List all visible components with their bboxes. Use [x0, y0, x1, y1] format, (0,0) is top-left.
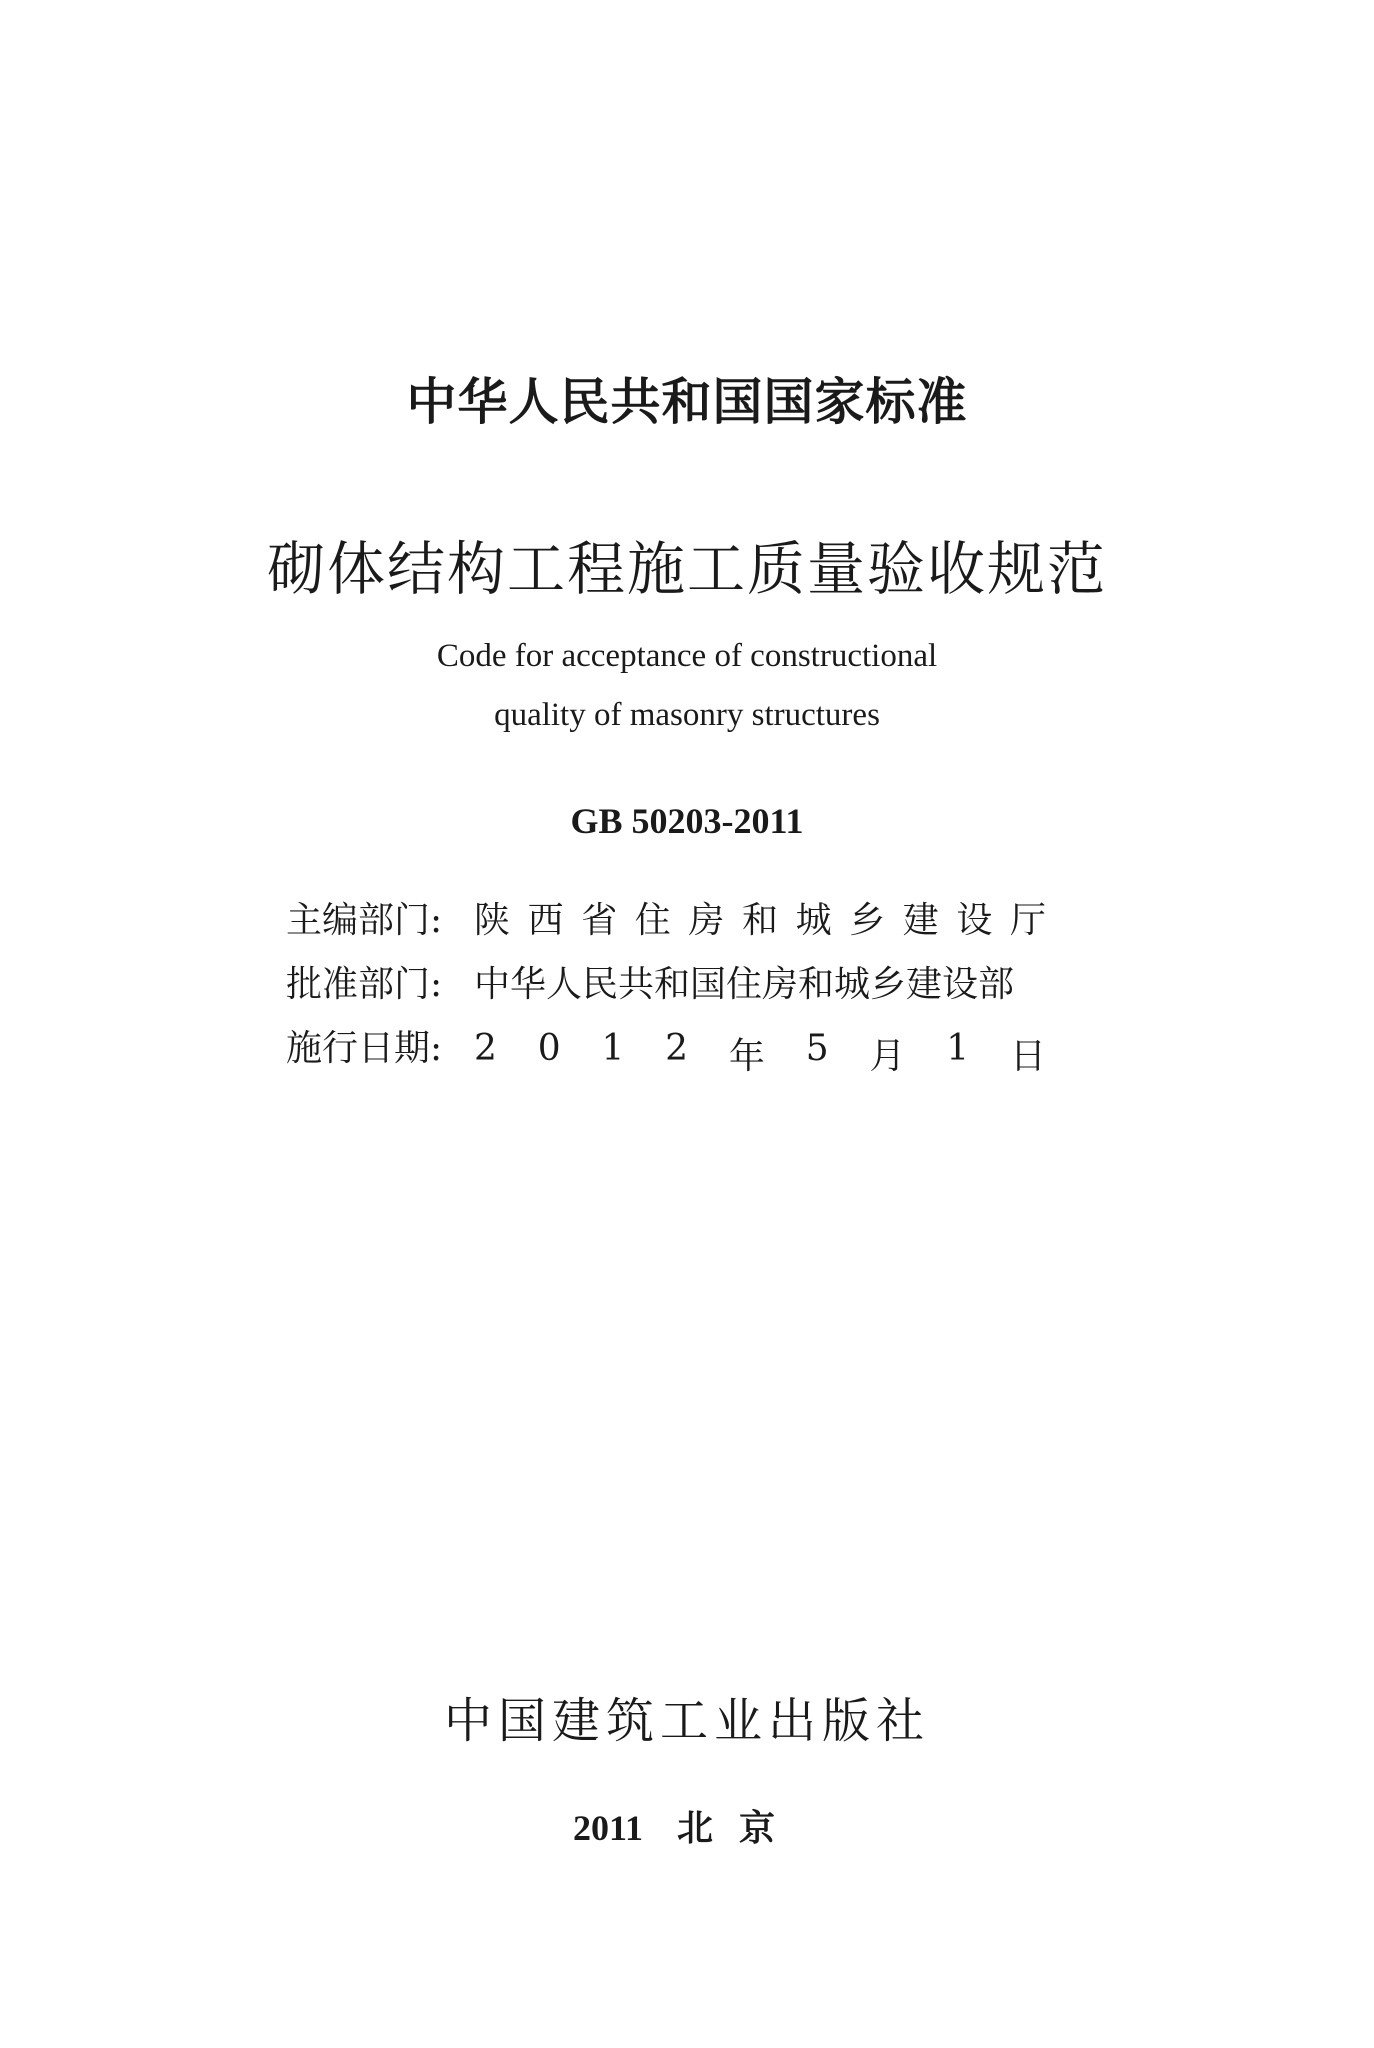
- publication-year: 2011: [572, 1808, 643, 1848]
- editor-label: 主编部门:: [286, 900, 443, 941]
- spaced-character: 乡: [849, 900, 886, 941]
- effective-date-row: [286, 1020, 1086, 1084]
- approver-row: [286, 956, 1086, 1020]
- standard-code: GB 50203-2011: [570, 801, 804, 841]
- spaced-character: 1: [946, 1028, 970, 1069]
- spaced-character: 城: [795, 900, 832, 941]
- spaced-character: 住: [634, 900, 671, 941]
- english-title-line-2: quality of masonry structures: [494, 697, 880, 733]
- editor-row: [286, 892, 1086, 956]
- spaced-character: 厅: [1009, 900, 1046, 941]
- spaced-character: 西: [527, 900, 564, 941]
- spaced-character: 建: [902, 900, 939, 941]
- approver-label: 批准部门:: [286, 964, 443, 1005]
- spaced-character: 和: [741, 900, 778, 941]
- spaced-character: 设: [956, 900, 993, 941]
- spaced-character: 1: [601, 1028, 625, 1069]
- approver-value: 中华人民共和国住房和城乡建设部: [474, 964, 1015, 1005]
- editor-value: [474, 892, 1046, 943]
- spaced-character: 2: [665, 1028, 689, 1069]
- spaced-character: 月: [869, 1036, 906, 1077]
- english-title-line-1: Code for acceptance of constructional: [436, 638, 938, 674]
- publisher-name: 中国建筑工业出版社: [443, 1693, 930, 1749]
- chinese-title: 砌体结构工程施工质量验收规范: [266, 535, 1107, 603]
- spaced-character: 日: [1009, 1036, 1046, 1077]
- effective-date-label: 施行日期:: [286, 1028, 443, 1069]
- spaced-character: 0: [537, 1028, 561, 1069]
- standard-info-block: [286, 892, 1086, 1084]
- publication-city: 北京: [677, 1807, 802, 1849]
- spaced-character: 陕: [474, 900, 511, 941]
- spaced-character: 年: [728, 1036, 765, 1077]
- spaced-character: 2: [474, 1028, 497, 1069]
- publication-line: [0, 1800, 1374, 1851]
- effective-date-value: [474, 1028, 1046, 1079]
- spaced-character: 省: [581, 900, 618, 941]
- spaced-character: 房: [688, 900, 725, 941]
- national-standard-heading: 中华人民共和国国家标准: [406, 373, 968, 431]
- spaced-character: 5: [805, 1028, 829, 1069]
